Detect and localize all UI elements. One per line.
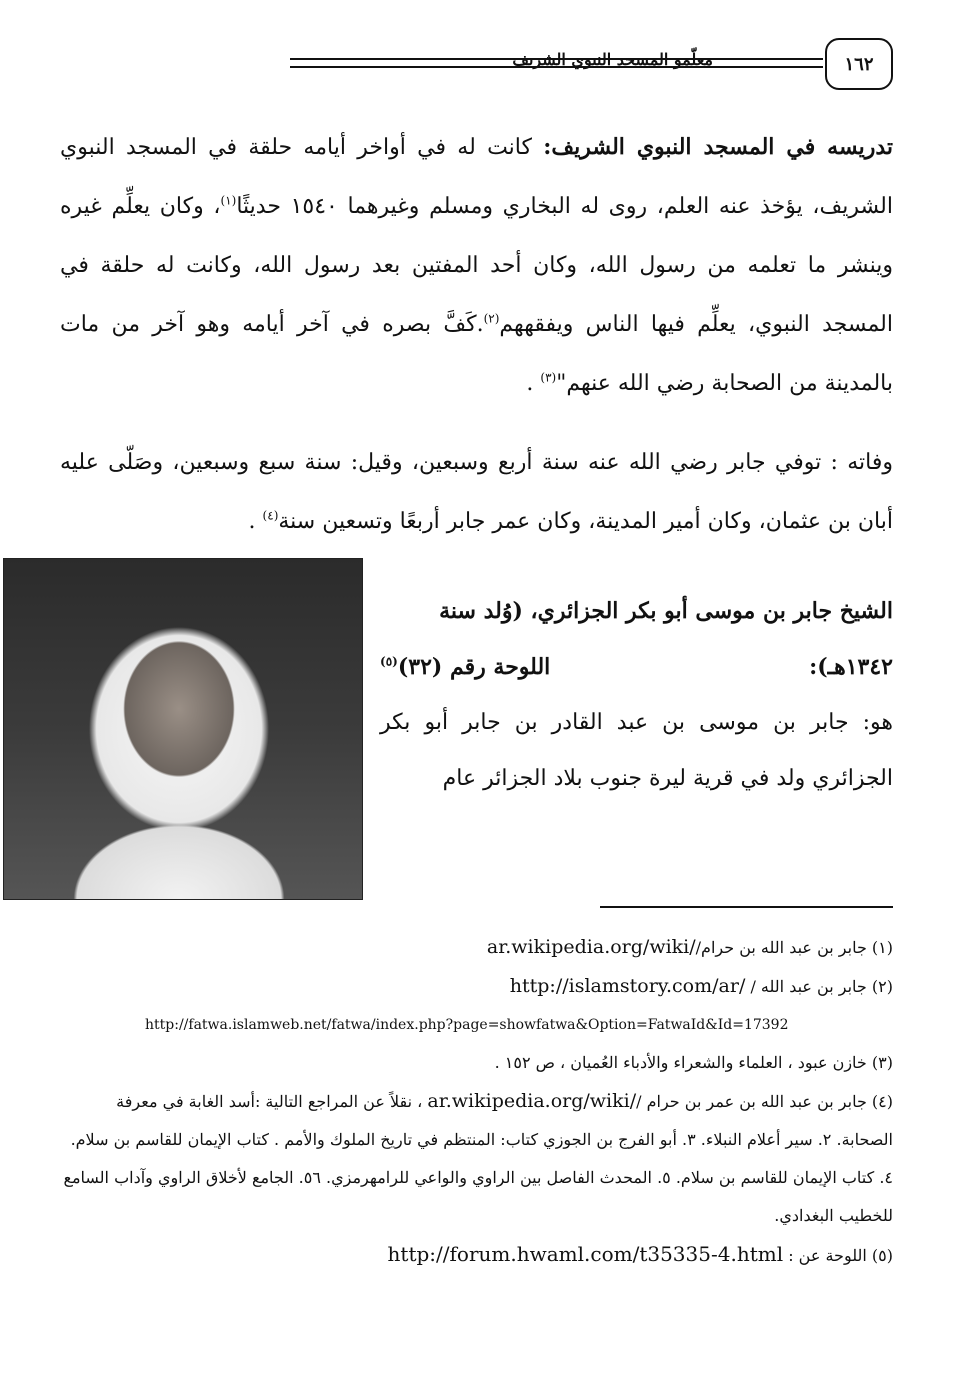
paragraph-text: كانت له في أواخر أيامه حلقة في المسجد النبوي الشريف، يؤخذ عنه العلم، روى له البخاري ومسلم وغيرهما ١٥٤٠ حديثًا bbox=[60, 135, 893, 219]
page-number: ١٦٢ bbox=[825, 38, 893, 90]
footnote-ref: (١) bbox=[220, 193, 237, 208]
section-sheikh bbox=[380, 583, 893, 807]
footnotes bbox=[60, 928, 893, 1275]
footnote-4: (٤) جابر بن عبد الله بن عمر بن حرام /ar.wikipedia.org/wiki/ ، نقلاً عن المراجع التالية :أسد الغابة في معرفة الصحابة. ٢. سير أعلام النبلاء. ٣. أبو الفرج بن الجوزي كتاب: المنتظم في تاريخ الملوك والأمم . كتاب الإيمان للقاسم بن سلام. ٤. كتاب الإيمان للقاسم بن سلام. ٥. المحدث الفاصل بين الراوي والواعي للرامهرمزي. ٥٦. الجامع لأخلاق الراوي وآداب السامع للخطيب البغدادي. bbox=[63, 1090, 893, 1225]
footnote-5: (٥) اللوحة عن : http://forum.hwaml.com/t35335-4.html bbox=[387, 1242, 893, 1266]
footnote-ref: (٤) bbox=[262, 508, 279, 523]
section-heading-line1: الشيخ جابر بن موسى أبو بكر الجزائري، (وُلد سنة bbox=[439, 598, 893, 624]
footnote-link[interactable]: http://islamstory.com/ar/ bbox=[509, 975, 746, 997]
paragraph-text: ، وكان يعلِّم غيره وينشر ما تعلمه من رسول الله، وكان أحد المفتين بعد رسول الله، وكانت له حلقة في المسجد النبوي، يعلِّم فيها الناس ويفقههم bbox=[60, 194, 893, 337]
paragraph-heading: تدريسه في المسجد النبوي الشريف: bbox=[543, 134, 894, 160]
footnote-2: (٢) جابر بن عبد الله / http://islamstory.com/ar/ bbox=[509, 975, 893, 997]
footnote-ref: (٣) bbox=[540, 370, 557, 385]
running-title: معلّمو المسجد النبوي الشريف bbox=[512, 50, 713, 69]
footnote-1: (١) جابر بن عبد الله بن حرام/ar.wikipedia.org/wiki/ bbox=[486, 936, 893, 958]
paragraph-text: .كَفَّ بصره في آخر أيامه وهو آخر من مات بالمدينة من الصحابة رضي الله عنهم" bbox=[60, 312, 893, 396]
footnote-link[interactable]: ar.wikipedia.org/wiki/ bbox=[427, 1090, 637, 1112]
footnote-rule bbox=[600, 906, 893, 908]
footnote-link[interactable]: ar.wikipedia.org/wiki/ bbox=[486, 936, 696, 958]
paragraph-teaching bbox=[60, 118, 893, 413]
paragraph-death bbox=[60, 433, 893, 551]
portrait-photo bbox=[3, 558, 363, 900]
footnote-ref: (٢) bbox=[483, 311, 500, 326]
paragraph-text: . bbox=[248, 509, 263, 534]
paragraph-text: وفاته : توفي جابر رضي الله عنه سنة أربع وسبعين، وقيل: سنة سبع وسبعين، وصَلّى عليه أبان بن عثمان، وكان أمير المدينة، وكان عمر جابر أربعًا وتسعين سنة bbox=[60, 450, 893, 534]
birth-year: ١٣٤٢هـ): bbox=[809, 654, 893, 680]
section-heading-line2 bbox=[380, 639, 893, 695]
page-header bbox=[60, 34, 893, 90]
footnote-ref: (٥) bbox=[380, 654, 398, 669]
footnote-link[interactable]: http://forum.hwaml.com/t35335-4.html bbox=[387, 1242, 784, 1266]
paragraph-text: . bbox=[526, 371, 541, 396]
footnote-2-link2[interactable]: http://fatwa.islamweb.net/fatwa/index.php?page=showfatwa&Option=FatwaId&Id=17392 bbox=[145, 1017, 789, 1033]
footnote-3: (٣) خازن عبود ، العلماء والشعراء والأدباء العُميان ، ص ١٥٢ . bbox=[494, 1053, 893, 1072]
plate-number: اللوحة رقم (٣٢)$^{(٥)}$ bbox=[380, 654, 551, 680]
section-text: هو: جابر بن موسى بن عبد القادر بن جابر أبو بكر الجزائري ولد في قرية ليرة جنوب بلاد الجزائر عام bbox=[380, 710, 893, 791]
